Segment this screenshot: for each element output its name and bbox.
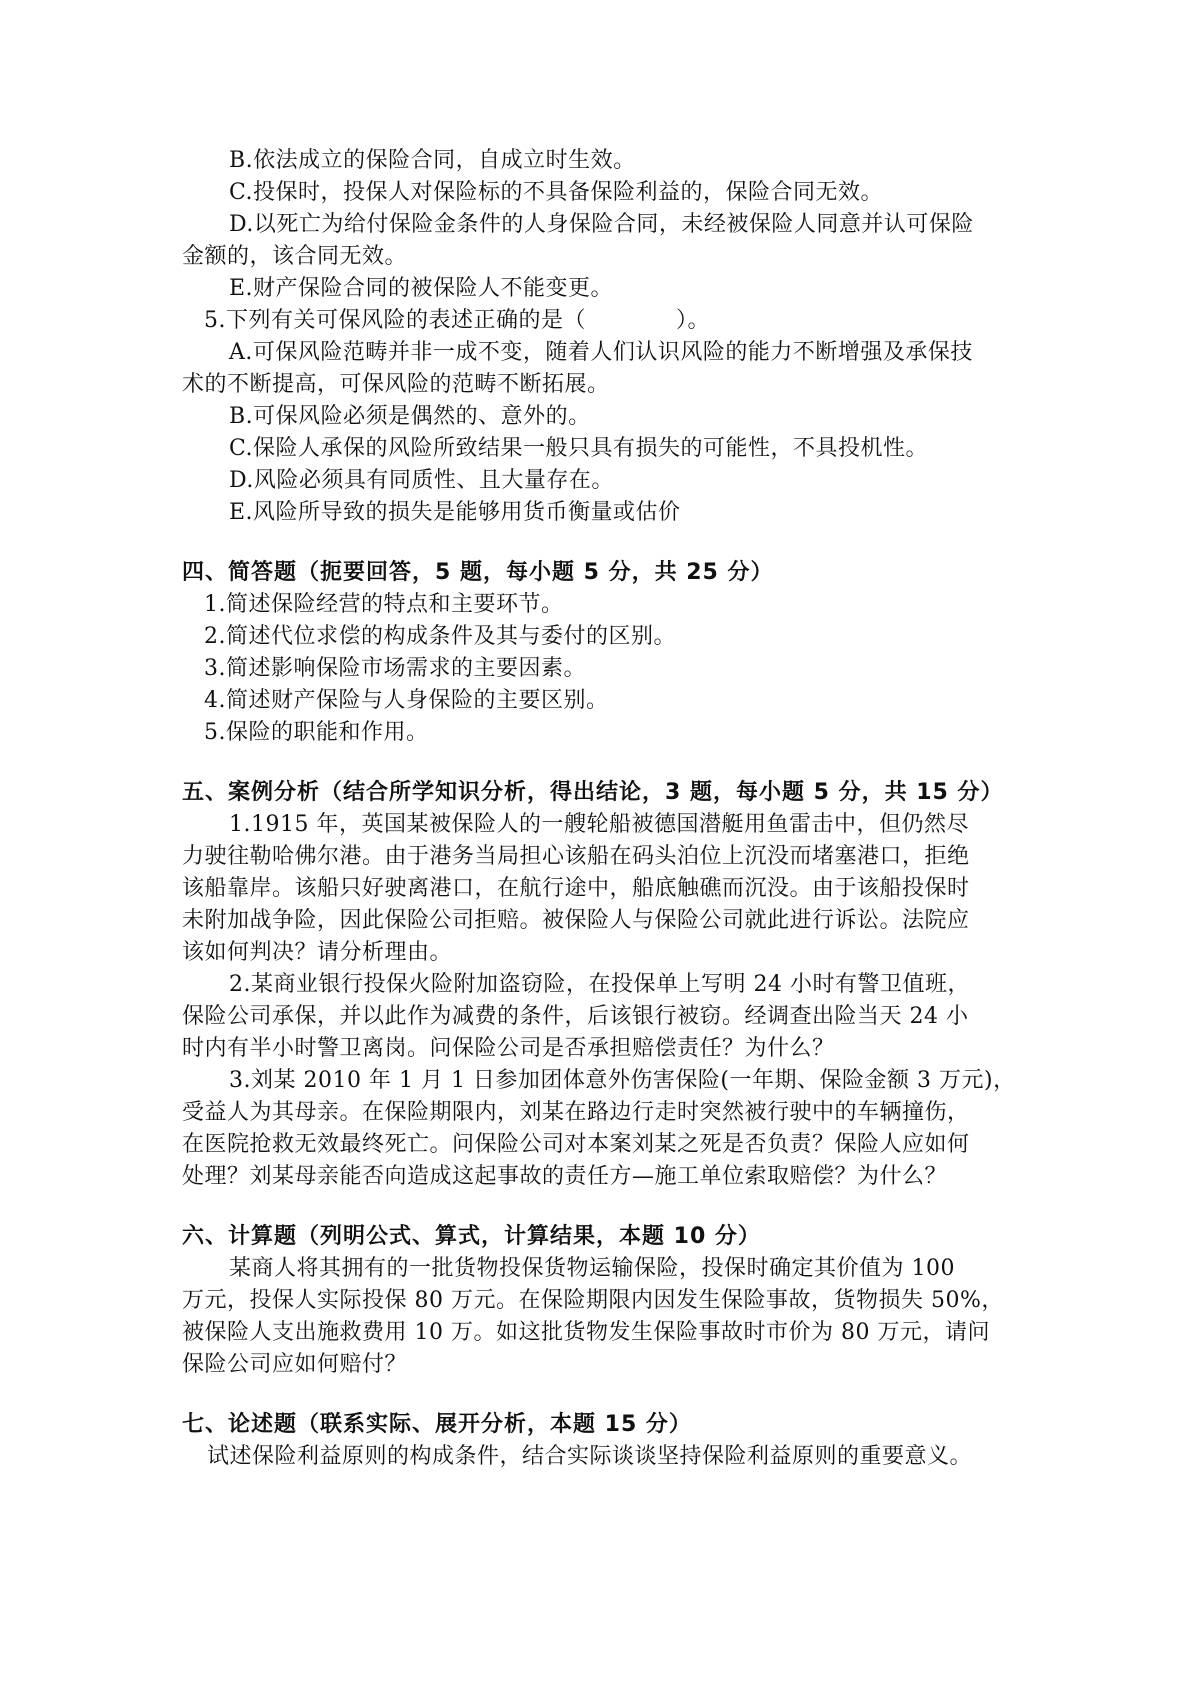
essay-question: 试述保险利益原则的构成条件，结合实际谈谈坚持保险利益原则的重要意义。 bbox=[207, 1444, 973, 1469]
case-1-line: 该如何判决？请分析理由。 bbox=[182, 940, 453, 965]
case-2-line: 时内有半小时警卫离岗。问保险公司是否承担赔偿责任？为什么？ bbox=[182, 1036, 835, 1061]
section-4-item: 4.简述财产保险与人身保险的主要区别。 bbox=[204, 688, 609, 713]
calc-line: 被保险人支出施救费用 10 万。如这批货物发生保险事故时市价为 80 万元，请问 bbox=[182, 1320, 990, 1345]
q5-stem: 5.下列有关可保风险的表述正确的是（ ）。 bbox=[204, 308, 710, 333]
q5-option-e: E.风险所导致的损失是能够用货币衡量或估价 bbox=[229, 500, 681, 525]
q5-option-a-line2: 术的不断提高，可保风险的范畴不断拓展。 bbox=[182, 372, 610, 397]
case-1-line: 未附加战争险，因此保险公司拒赔。被保险人与保险公司就此进行诉讼。法院应 bbox=[182, 908, 970, 933]
calc-line: 万元，投保人实际投保 80 万元。在保险期限内因发生保险事故，货物损失 50%， bbox=[182, 1288, 1004, 1313]
q5-option-a-line1: A.可保风险范畴并非一成不变，随着人们认识风险的能力不断增强及承保技 bbox=[229, 340, 973, 365]
q5-option-b: B.可保风险必须是偶然的、意外的。 bbox=[229, 404, 591, 429]
section-4-item: 3.简述影响保险市场需求的主要因素。 bbox=[204, 656, 586, 681]
section-5-heading: 五、案例分析（结合所学知识分析，得出结论，3 题，每小题 5 分，共 15 分） bbox=[182, 780, 1004, 805]
case-3-line: 处理？刘某母亲能否向造成这起事故的责任方—施工单位索取赔偿？为什么？ bbox=[182, 1164, 948, 1189]
case-3-line: 3.刘某 2010 年 1 月 1 日参加团体意外伤害保险(一年期、保险金额 3 万元)， bbox=[229, 1068, 1016, 1093]
case-2-line: 保险公司承保，并以此作为减费的条件，后该银行被窃。经调查出险当天 24 小 bbox=[182, 1004, 969, 1029]
section-6-heading: 六、计算题（列明公式、算式，计算结果，本题 10 分） bbox=[182, 1224, 761, 1249]
case-1-line: 1.1915 年，英国某被保险人的一艘轮船被德国潜艇用鱼雷击中，但仍然尽 bbox=[229, 812, 969, 837]
q4-option-b: B.依法成立的保险合同，自成立时生效。 bbox=[229, 148, 636, 173]
section-7-heading: 七、论述题（联系实际、展开分析，本题 15 分） bbox=[182, 1412, 692, 1437]
case-3-line: 在医院抢救无效最终死亡。问保险公司对本案刘某之死是否负责？保险人应如何 bbox=[182, 1132, 970, 1157]
case-2-line: 2.某商业银行投保火险附加盗窃险，在投保单上写明 24 小时有警卫值班， bbox=[229, 972, 970, 997]
q4-option-c: C.投保时，投保人对保险标的不具备保险利益的，保险合同无效。 bbox=[229, 180, 884, 205]
case-1-line: 该船靠岸。该船只好驶离港口，在航行途中，船底触礁而沉没。由于该船投保时 bbox=[182, 876, 970, 901]
q5-option-d: D.风险必须具有同质性、且大量存在。 bbox=[229, 468, 614, 493]
section-4-item: 5.保险的职能和作用。 bbox=[204, 720, 429, 745]
section-4-heading: 四、简答题（扼要回答，5 题，每小题 5 分，共 25 分） bbox=[182, 560, 774, 585]
section-4-item: 2.简述代位求偿的构成条件及其与委付的区别。 bbox=[204, 624, 676, 649]
calc-line: 某商人将其拥有的一批货物投保货物运输保险，投保时确定其价值为 100 bbox=[229, 1256, 955, 1281]
q4-option-d-line1: D.以死亡为给付保险金条件的人身保险合同，未经被保险人同意并认可保险 bbox=[229, 212, 974, 237]
section-4-item: 1.简述保险经营的特点和主要环节。 bbox=[204, 592, 564, 617]
case-1-line: 力驶往勒哈佛尔港。由于港务当局担心该船在码头泊位上沉没而堵塞港口，拒绝 bbox=[182, 844, 970, 869]
q5-option-c: C.保险人承保的风险所致结果一般只具有损失的可能性，不具投机性。 bbox=[229, 436, 929, 461]
q4-option-e: E.财产保险合同的被保险人不能变更。 bbox=[229, 276, 614, 301]
calc-line: 保险公司应如何赔付？ bbox=[182, 1352, 408, 1377]
case-3-line: 受益人为其母亲。在保险期限内，刘某在路边行走时突然被行驶中的车辆撞伤， bbox=[182, 1100, 970, 1125]
q4-option-d-line2: 金额的，该合同无效。 bbox=[182, 244, 408, 269]
